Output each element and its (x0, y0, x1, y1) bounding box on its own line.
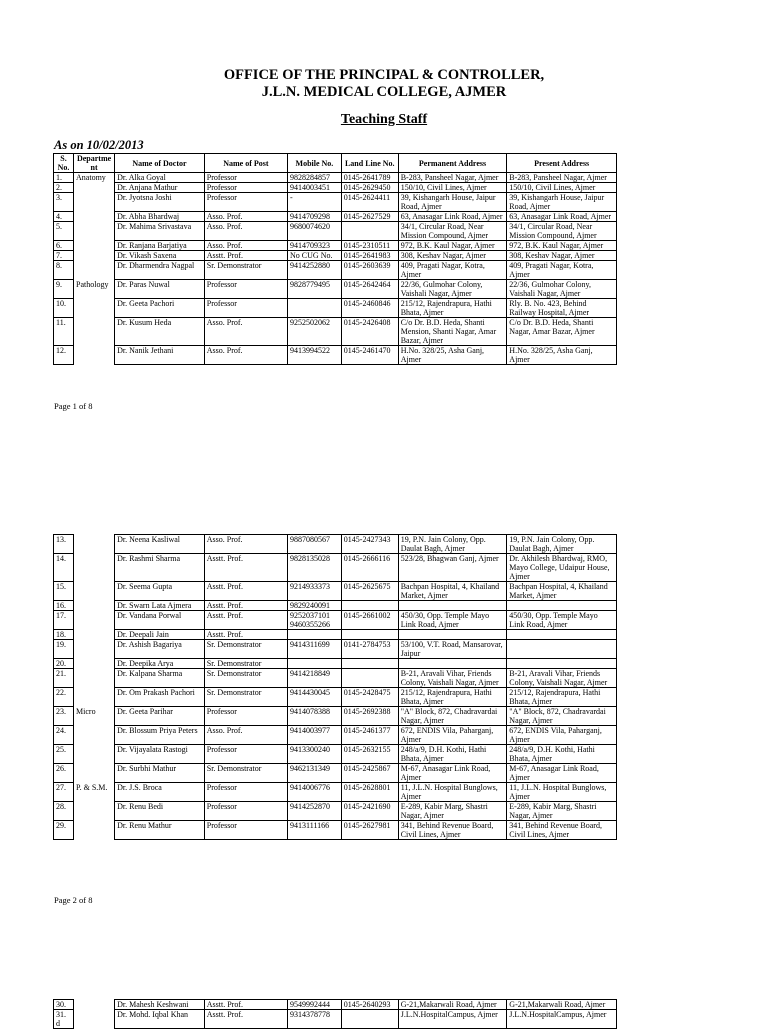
cell-sno: 7. (54, 251, 74, 261)
cell-permanent-address (398, 630, 507, 640)
cell-landline: 0145-2632155 (341, 745, 398, 764)
cell-mobile: 9214933373 (288, 582, 342, 601)
cell-department: Anatomy (74, 173, 115, 183)
cell-post: Sr. Demonstrator (204, 688, 287, 707)
cell-sno: 11. (54, 318, 74, 346)
cell-permanent-address: E-289, Kabir Marg, Shastri Nagar, Ajmer (398, 802, 507, 821)
cell-post: Asstt. Prof. (204, 582, 287, 601)
table-row (54, 707, 617, 726)
cell-permanent-address: 150/10, Civil Lines, Ajmer (398, 183, 507, 193)
cell-department (74, 688, 115, 707)
col-header-landline: Land Line No. (341, 154, 398, 173)
cell-permanent-address: 215/12, Rajendrapura, Hathi Bhata, Ajmer (398, 299, 507, 318)
cell-sno: 30. (54, 1000, 74, 1010)
cell-present-address: E-289, Kabir Marg, Shastri Nagar, Ajmer (507, 802, 617, 821)
cell-landline: 0145-2460846 (341, 299, 398, 318)
cell-present-address: 972, B.K. Kaul Nagar, Ajmer (507, 241, 617, 251)
cell-sno: 5. (54, 222, 74, 241)
col-header-sno: S. No. (54, 154, 74, 173)
cell-present-address: 341, Behind Revenue Board, Civil Lines, Ajmer (507, 821, 617, 840)
table-row (54, 764, 617, 783)
cell-post: Sr. Demonstrator (204, 764, 287, 783)
cell-doctor-name: Dr. Anjana Mathur (115, 183, 205, 193)
cell-permanent-address: 972, B.K. Kaul Nagar, Ajmer (398, 241, 507, 251)
cell-department (74, 764, 115, 783)
cell-landline: 0145-2692388 (341, 707, 398, 726)
cell-present-address: 11, J.L.N. Hospital Bunglows, Ajmer (507, 783, 617, 802)
cell-mobile: 9414252880 (288, 261, 342, 280)
cell-landline: 0145-2461377 (341, 726, 398, 745)
col-header-name: Name of Doctor (115, 154, 205, 173)
cell-permanent-address: 248/a/9, D.H. Kothi, Hathi Bhata, Ajmer (398, 745, 507, 764)
table-row (54, 640, 617, 659)
cell-landline: 0145-2427343 (341, 535, 398, 554)
cell-post: Professor (204, 707, 287, 726)
cell-landline: 0145-2666116 (341, 554, 398, 582)
cell-present-address: 19, P.N. Jain Colony, Opp. Daulat Bagh, Ajmer (507, 535, 617, 554)
cell-department (74, 554, 115, 582)
table-row (54, 659, 617, 669)
table-row (54, 346, 617, 365)
cell-sno: 26. (54, 764, 74, 783)
cell-landline: 0145-2310511 (341, 241, 398, 251)
cell-landline: 0145-2629450 (341, 183, 398, 193)
cell-mobile: 9549992444 (288, 1000, 342, 1010)
cell-present-address: 63, Anasagar Link Road, Ajmer (507, 212, 617, 222)
cell-landline: 0141-2784753 (341, 640, 398, 659)
table-row (54, 802, 617, 821)
cell-post: Asso. Prof. (204, 726, 287, 745)
cell-post: Professor (204, 299, 287, 318)
cell-mobile: 9413994522 (288, 346, 342, 365)
cell-mobile: 9414430045 (288, 688, 342, 707)
cell-doctor-name: Dr. Alka Goyal (115, 173, 205, 183)
cell-mobile: 9414003977 (288, 726, 342, 745)
cell-post: Sr. Demonstrator (204, 261, 287, 280)
cell-post: Asstt. Prof. (204, 554, 287, 582)
cell-department (74, 630, 115, 640)
cell-landline: 0145-2661002 (341, 611, 398, 630)
cell-department (74, 241, 115, 251)
table-row (54, 726, 617, 745)
college-title: J.L.N. MEDICAL COLLEGE, AJMER (261, 84, 507, 100)
as-on-date: As on 10/02/2013 (54, 138, 144, 152)
cell-post: Asso. Prof. (204, 222, 287, 241)
cell-department (74, 726, 115, 745)
cell-department (74, 640, 115, 659)
cell-post: Asso. Prof. (204, 346, 287, 365)
cell-sno: 20. (54, 659, 74, 669)
cell-doctor-name: Dr. Kusum Heda (115, 318, 205, 346)
col-header-permanent-address: Permanent Address (398, 154, 507, 173)
office-title: OFFICE OF THE PRINCIPAL & CONTROLLER, (223, 67, 545, 83)
cell-present-address: 409, Pragati Nagar, Kotra, Ajmer (507, 261, 617, 280)
cell-landline: 0145-2641789 (341, 173, 398, 183)
cell-sno: 14. (54, 554, 74, 582)
cell-present-address: 248/a/9, D.H. Kothi, Hathi Bhata, Ajmer (507, 745, 617, 764)
cell-mobile: 9887080567 (288, 535, 342, 554)
cell-permanent-address: 523/28, Bhagwan Ganj, Ajmer (398, 554, 507, 582)
cell-post: Professor (204, 802, 287, 821)
cell-sno: 1. (54, 173, 74, 183)
table-row (54, 601, 617, 611)
cell-mobile: 9414078388 (288, 707, 342, 726)
cell-department (74, 212, 115, 222)
cell-department (74, 802, 115, 821)
cell-sno: 12. (54, 346, 74, 365)
cell-mobile: 9462131349 (288, 764, 342, 783)
cell-mobile: 9314378778 (288, 1010, 342, 1029)
table-row (54, 1010, 617, 1029)
cell-present-address: "A" Block, 872, Chadravardai Nagar, Ajmer (507, 707, 617, 726)
cell-mobile (288, 659, 342, 669)
cell-department (74, 611, 115, 630)
cell-doctor-name: Dr. Nanik Jethani (115, 346, 205, 365)
cell-permanent-address: M-67, Anasagar Link Road, Ajmer (398, 764, 507, 783)
cell-mobile: 9414252870 (288, 802, 342, 821)
cell-mobile: 9413300240 (288, 745, 342, 764)
cell-sno: 28. (54, 802, 74, 821)
cell-doctor-name: Dr. Mahesh Keshwani (115, 1000, 205, 1010)
cell-mobile: 9252502062 (288, 318, 342, 346)
table-row (54, 1000, 617, 1010)
section-title: Teaching Staff (340, 112, 428, 127)
cell-present-address: Rly. B. No. 423, Behind Railway Hospital, Ajmer (507, 299, 617, 318)
cell-post: Professor (204, 745, 287, 764)
cell-sno: 4. (54, 212, 74, 222)
cell-landline: 0145-2641983 (341, 251, 398, 261)
cell-department (74, 535, 115, 554)
cell-doctor-name: Dr. Geeta Pachori (115, 299, 205, 318)
cell-sno: 9. (54, 280, 74, 299)
cell-landline: 0145-2426408 (341, 318, 398, 346)
col-header-mobile: Mobile No. (288, 154, 342, 173)
cell-landline: 0145-2624411 (341, 193, 398, 212)
cell-doctor-name: Dr. Mahima Srivastava (115, 222, 205, 241)
cell-mobile: 9414311699 (288, 640, 342, 659)
cell-sno: 15. (54, 582, 74, 601)
cell-mobile (288, 299, 342, 318)
cell-post: Asstt. Prof. (204, 251, 287, 261)
cell-doctor-name: Dr. Deepali Jain (115, 630, 205, 640)
cell-landline: 0145-2421690 (341, 802, 398, 821)
table-row (54, 222, 617, 241)
cell-landline: 0145-2425867 (341, 764, 398, 783)
cell-sno: 27. (54, 783, 74, 802)
cell-doctor-name: Dr. Neena Kasliwal (115, 535, 205, 554)
cell-mobile: No CUG No. (288, 251, 342, 261)
table-row (54, 611, 617, 630)
staff-table-page-3 (53, 999, 617, 1029)
cell-doctor-name: Dr. Deepika Arya (115, 659, 205, 669)
cell-doctor-name: Dr. Paras Nuwal (115, 280, 205, 299)
cell-post: Asstt. Prof. (204, 630, 287, 640)
cell-department (74, 582, 115, 601)
cell-permanent-address: C/o Dr. B.D. Heda, Shanti Mension, Shanti Nagar, Amar Bazar, Ajmer (398, 318, 507, 346)
cell-permanent-address: B-21, Aravali Vihar, Friends Colony, Vaishali Nagar, Ajmer (398, 669, 507, 688)
cell-department: P. & S.M. (74, 783, 115, 802)
table-row (54, 630, 617, 640)
cell-landline (341, 669, 398, 688)
cell-landline (341, 659, 398, 669)
cell-present-address (507, 640, 617, 659)
cell-landline: 0145-2461470 (341, 346, 398, 365)
cell-doctor-name: Dr. Ranjana Barjatiya (115, 241, 205, 251)
cell-post: Asstt. Prof. (204, 1000, 287, 1010)
cell-doctor-name: Dr. Renu Bedi (115, 802, 205, 821)
cell-permanent-address: 19, P.N. Jain Colony, Opp. Daulat Bagh, Ajmer (398, 535, 507, 554)
cell-mobile: 9828135028 (288, 554, 342, 582)
cell-landline: 0145-2428475 (341, 688, 398, 707)
cell-permanent-address: 11, J.L.N. Hospital Bunglows, Ajmer (398, 783, 507, 802)
table-row (54, 280, 617, 299)
cell-present-address: 672, ENDIS Vila, Paharganj, Ajmer (507, 726, 617, 745)
page-footer: Page 1 of 8 (54, 401, 93, 411)
cell-sno: 3. (54, 193, 74, 212)
cell-present-address: Bachpan Hospital, 4, Khailand Market, Ajmer (507, 582, 617, 601)
cell-sno: 23. (54, 707, 74, 726)
table-row (54, 688, 617, 707)
cell-present-address: 22/36, Gulmohar Colony, Vaishali Nagar, Ajmer (507, 280, 617, 299)
table-row (54, 745, 617, 764)
cell-mobile: 9252037101 9460355266 (288, 611, 342, 630)
cell-doctor-name: Dr. Geeta Parihar (115, 707, 205, 726)
cell-permanent-address: 341, Behind Revenue Board, Civil Lines, Ajmer (398, 821, 507, 840)
cell-permanent-address: Bachpan Hospital, 4, Khailand Market, Ajmer (398, 582, 507, 601)
cell-post: Asstt. Prof. (204, 611, 287, 630)
table-row (54, 251, 617, 261)
cell-mobile: 9414006776 (288, 783, 342, 802)
cell-landline: 0145-2628801 (341, 783, 398, 802)
cell-sno: 25. (54, 745, 74, 764)
cell-doctor-name: Dr. Om Prakash Pachori (115, 688, 205, 707)
table-row (54, 783, 617, 802)
table-row (54, 261, 617, 280)
cell-landline: 0145-2603639 (341, 261, 398, 280)
page-footer: Page 2 of 8 (54, 895, 93, 905)
cell-present-address: G-21,Makarwali Road, Ajmer (507, 1000, 617, 1010)
cell-department (74, 821, 115, 840)
cell-department (74, 251, 115, 261)
cell-department (74, 745, 115, 764)
cell-present-address: J.L.N.HospitalCampus, Ajmer (507, 1010, 617, 1029)
cell-mobile: 9828284857 (288, 173, 342, 183)
cell-permanent-address: 450/30, Opp. Temple Mayo Link Road, Ajmer (398, 611, 507, 630)
cell-post: Asso. Prof. (204, 535, 287, 554)
cell-sno: 6. (54, 241, 74, 251)
cell-department (74, 183, 115, 193)
cell-post: Asso. Prof. (204, 241, 287, 251)
cell-post: Sr. Demonstrator (204, 640, 287, 659)
cell-department: Micro (74, 707, 115, 726)
cell-permanent-address: 53/100, V.T. Road, Mansarovar, Jaipur (398, 640, 507, 659)
cell-sno: 18. (54, 630, 74, 640)
cell-doctor-name: Dr. Kalpana Sharma (115, 669, 205, 688)
cell-permanent-address: 409, Pragati Nagar, Kotra, Ajmer (398, 261, 507, 280)
cell-department (74, 318, 115, 346)
cell-sno: 16. (54, 601, 74, 611)
cell-present-address: 308, Keshav Nagar, Ajmer (507, 251, 617, 261)
cell-doctor-name: Dr. Vikash Saxena (115, 251, 205, 261)
cell-doctor-name: Dr. J.S. Broca (115, 783, 205, 802)
cell-permanent-address: 39, Kishangarh House, Jaipur Road, Ajmer (398, 193, 507, 212)
cell-doctor-name: Dr. Vijayalata Rastogi (115, 745, 205, 764)
cell-permanent-address: H.No. 328/25, Asha Ganj, Ajmer (398, 346, 507, 365)
cell-department (74, 1010, 115, 1029)
cell-mobile: 9414709323 (288, 241, 342, 251)
cell-department (74, 669, 115, 688)
cell-sno: 8. (54, 261, 74, 280)
table-row (54, 299, 617, 318)
table-row (54, 212, 617, 222)
cell-department: Pathology (74, 280, 115, 299)
cell-permanent-address: 63, Anasagar Link Road, Ajmer (398, 212, 507, 222)
cell-doctor-name: Dr. Mohd. Iqbal Khan (115, 1010, 205, 1029)
table-row (54, 535, 617, 554)
cell-doctor-name: Dr. Swarn Lata Ajmera (115, 601, 205, 611)
staff-table-page-2 (53, 534, 617, 840)
cell-permanent-address: 672, ENDIS Vila, Paharganj, Ajmer (398, 726, 507, 745)
cell-post: Asstt. Prof. (204, 601, 287, 611)
cell-mobile (288, 630, 342, 640)
cell-permanent-address: 34/1, Circular Road, Near Mission Compound, Ajmer (398, 222, 507, 241)
cell-department (74, 346, 115, 365)
cell-mobile: 9414709298 (288, 212, 342, 222)
cell-sno: 10. (54, 299, 74, 318)
cell-post: Professor (204, 193, 287, 212)
cell-mobile: 9414003451 (288, 183, 342, 193)
cell-doctor-name: Dr. Surbhi Mathur (115, 764, 205, 783)
cell-doctor-name: Dr. Jyotsna Joshi (115, 193, 205, 212)
cell-present-address: 39, Kishangarh House, Jaipur Road, Ajmer (507, 193, 617, 212)
cell-landline: 0145-2625675 (341, 582, 398, 601)
cell-department (74, 261, 115, 280)
cell-post: Professor (204, 173, 287, 183)
cell-present-address: 150/10, Civil Lines, Ajmer (507, 183, 617, 193)
cell-post: Sr. Demonstrator (204, 659, 287, 669)
cell-department (74, 1000, 115, 1010)
col-header-department: Departme nt (74, 154, 115, 173)
cell-doctor-name: Dr. Abha Bhardwaj (115, 212, 205, 222)
cell-present-address: 450/30, Opp. Temple Mayo Link Road, Ajmer (507, 611, 617, 630)
cell-landline (341, 222, 398, 241)
cell-sno: 19. (54, 640, 74, 659)
cell-sno: 31. d (54, 1010, 74, 1029)
cell-permanent-address: 22/36, Gulmohar Colony, Vaishali Nagar, Ajmer (398, 280, 507, 299)
table-row (54, 821, 617, 840)
cell-department (74, 193, 115, 212)
cell-present-address: B-283, Pansheel Nagar, Ajmer (507, 173, 617, 183)
cell-post: Asso. Prof. (204, 212, 287, 222)
cell-landline (341, 601, 398, 611)
cell-doctor-name: Dr. Seema Gupta (115, 582, 205, 601)
table-row (54, 318, 617, 346)
table-row (54, 183, 617, 193)
cell-present-address: 215/12, Rajendrapura, Hathi Bhata, Ajmer (507, 688, 617, 707)
cell-present-address: B-21, Aravali Vihar, Friends Colony, Vaishali Nagar, Ajmer (507, 669, 617, 688)
cell-permanent-address (398, 601, 507, 611)
cell-landline: 0145-2627529 (341, 212, 398, 222)
staff-table-page-1 (53, 153, 617, 365)
col-header-present-address: Present Address (507, 154, 617, 173)
cell-landline: 0145-2627981 (341, 821, 398, 840)
cell-doctor-name: Dr. Rashmi Sharma (115, 554, 205, 582)
cell-permanent-address: B-283, Pansheel Nagar, Ajmer (398, 173, 507, 183)
cell-permanent-address (398, 659, 507, 669)
cell-present-address (507, 630, 617, 640)
cell-present-address: H.No. 328/25, Asha Ganj, Ajmer (507, 346, 617, 365)
table-row (54, 582, 617, 601)
cell-post: Asso. Prof. (204, 318, 287, 346)
table-row (54, 554, 617, 582)
cell-present-address: Dr. Akhilesh Bhardwaj, RMO, Mayo College, Udaipur House, Ajmer (507, 554, 617, 582)
cell-doctor-name: Dr. Ashish Bagariya (115, 640, 205, 659)
cell-doctor-name: Dr. Renu Mathur (115, 821, 205, 840)
cell-landline (341, 1010, 398, 1029)
table-row (54, 669, 617, 688)
cell-post: Professor (204, 280, 287, 299)
table-row (54, 241, 617, 251)
cell-mobile: 9413111166 (288, 821, 342, 840)
cell-present-address: M-67, Anasagar Link Road, Ajmer (507, 764, 617, 783)
cell-mobile: 9414218849 (288, 669, 342, 688)
cell-landline: 0145-2642464 (341, 280, 398, 299)
cell-permanent-address: J.L.N.HospitalCampus, Ajmer (398, 1010, 507, 1029)
cell-present-address (507, 659, 617, 669)
cell-sno: 13. (54, 535, 74, 554)
cell-sno: 17. (54, 611, 74, 630)
cell-present-address (507, 601, 617, 611)
col-header-post: Name of Post (204, 154, 287, 173)
cell-post: Sr. Demonstrator (204, 669, 287, 688)
cell-sno: 24. (54, 726, 74, 745)
cell-sno: 22. (54, 688, 74, 707)
cell-post: Asstt. Prof. (204, 1010, 287, 1029)
cell-department (74, 601, 115, 611)
cell-post: Professor (204, 183, 287, 193)
cell-department (74, 222, 115, 241)
cell-permanent-address: G-21,Makarwali Road, Ajmer (398, 1000, 507, 1010)
cell-permanent-address: 308, Keshav Nagar, Ajmer (398, 251, 507, 261)
cell-post: Professor (204, 821, 287, 840)
cell-permanent-address: "A" Block, 872, Chadravardai Nagar, Ajmer (398, 707, 507, 726)
cell-mobile: 9680074620 (288, 222, 342, 241)
cell-department (74, 299, 115, 318)
cell-sno: 29. (54, 821, 74, 840)
cell-sno: 21. (54, 669, 74, 688)
cell-landline (341, 630, 398, 640)
cell-mobile: 9829240091 (288, 601, 342, 611)
cell-mobile: - (288, 193, 342, 212)
table-row (54, 173, 617, 183)
table-row (54, 193, 617, 212)
cell-post: Professor (204, 783, 287, 802)
cell-doctor-name: Dr. Vandana Porwal (115, 611, 205, 630)
cell-doctor-name: Dr. Dharmendra Nagpal (115, 261, 205, 280)
cell-present-address: C/o Dr. B.D. Heda, Shanti Nagar, Amar Bazar, Ajmer (507, 318, 617, 346)
cell-mobile: 9828779495 (288, 280, 342, 299)
cell-doctor-name: Dr. Blossum Priya Peters (115, 726, 205, 745)
cell-department (74, 659, 115, 669)
cell-permanent-address: 215/12, Rajendrapura, Hathi Bhata, Ajmer (398, 688, 507, 707)
cell-sno: 2. (54, 183, 74, 193)
cell-present-address: 34/1, Circular Road, Near Mission Compound, Ajmer (507, 222, 617, 241)
cell-landline: 0145-2640293 (341, 1000, 398, 1010)
